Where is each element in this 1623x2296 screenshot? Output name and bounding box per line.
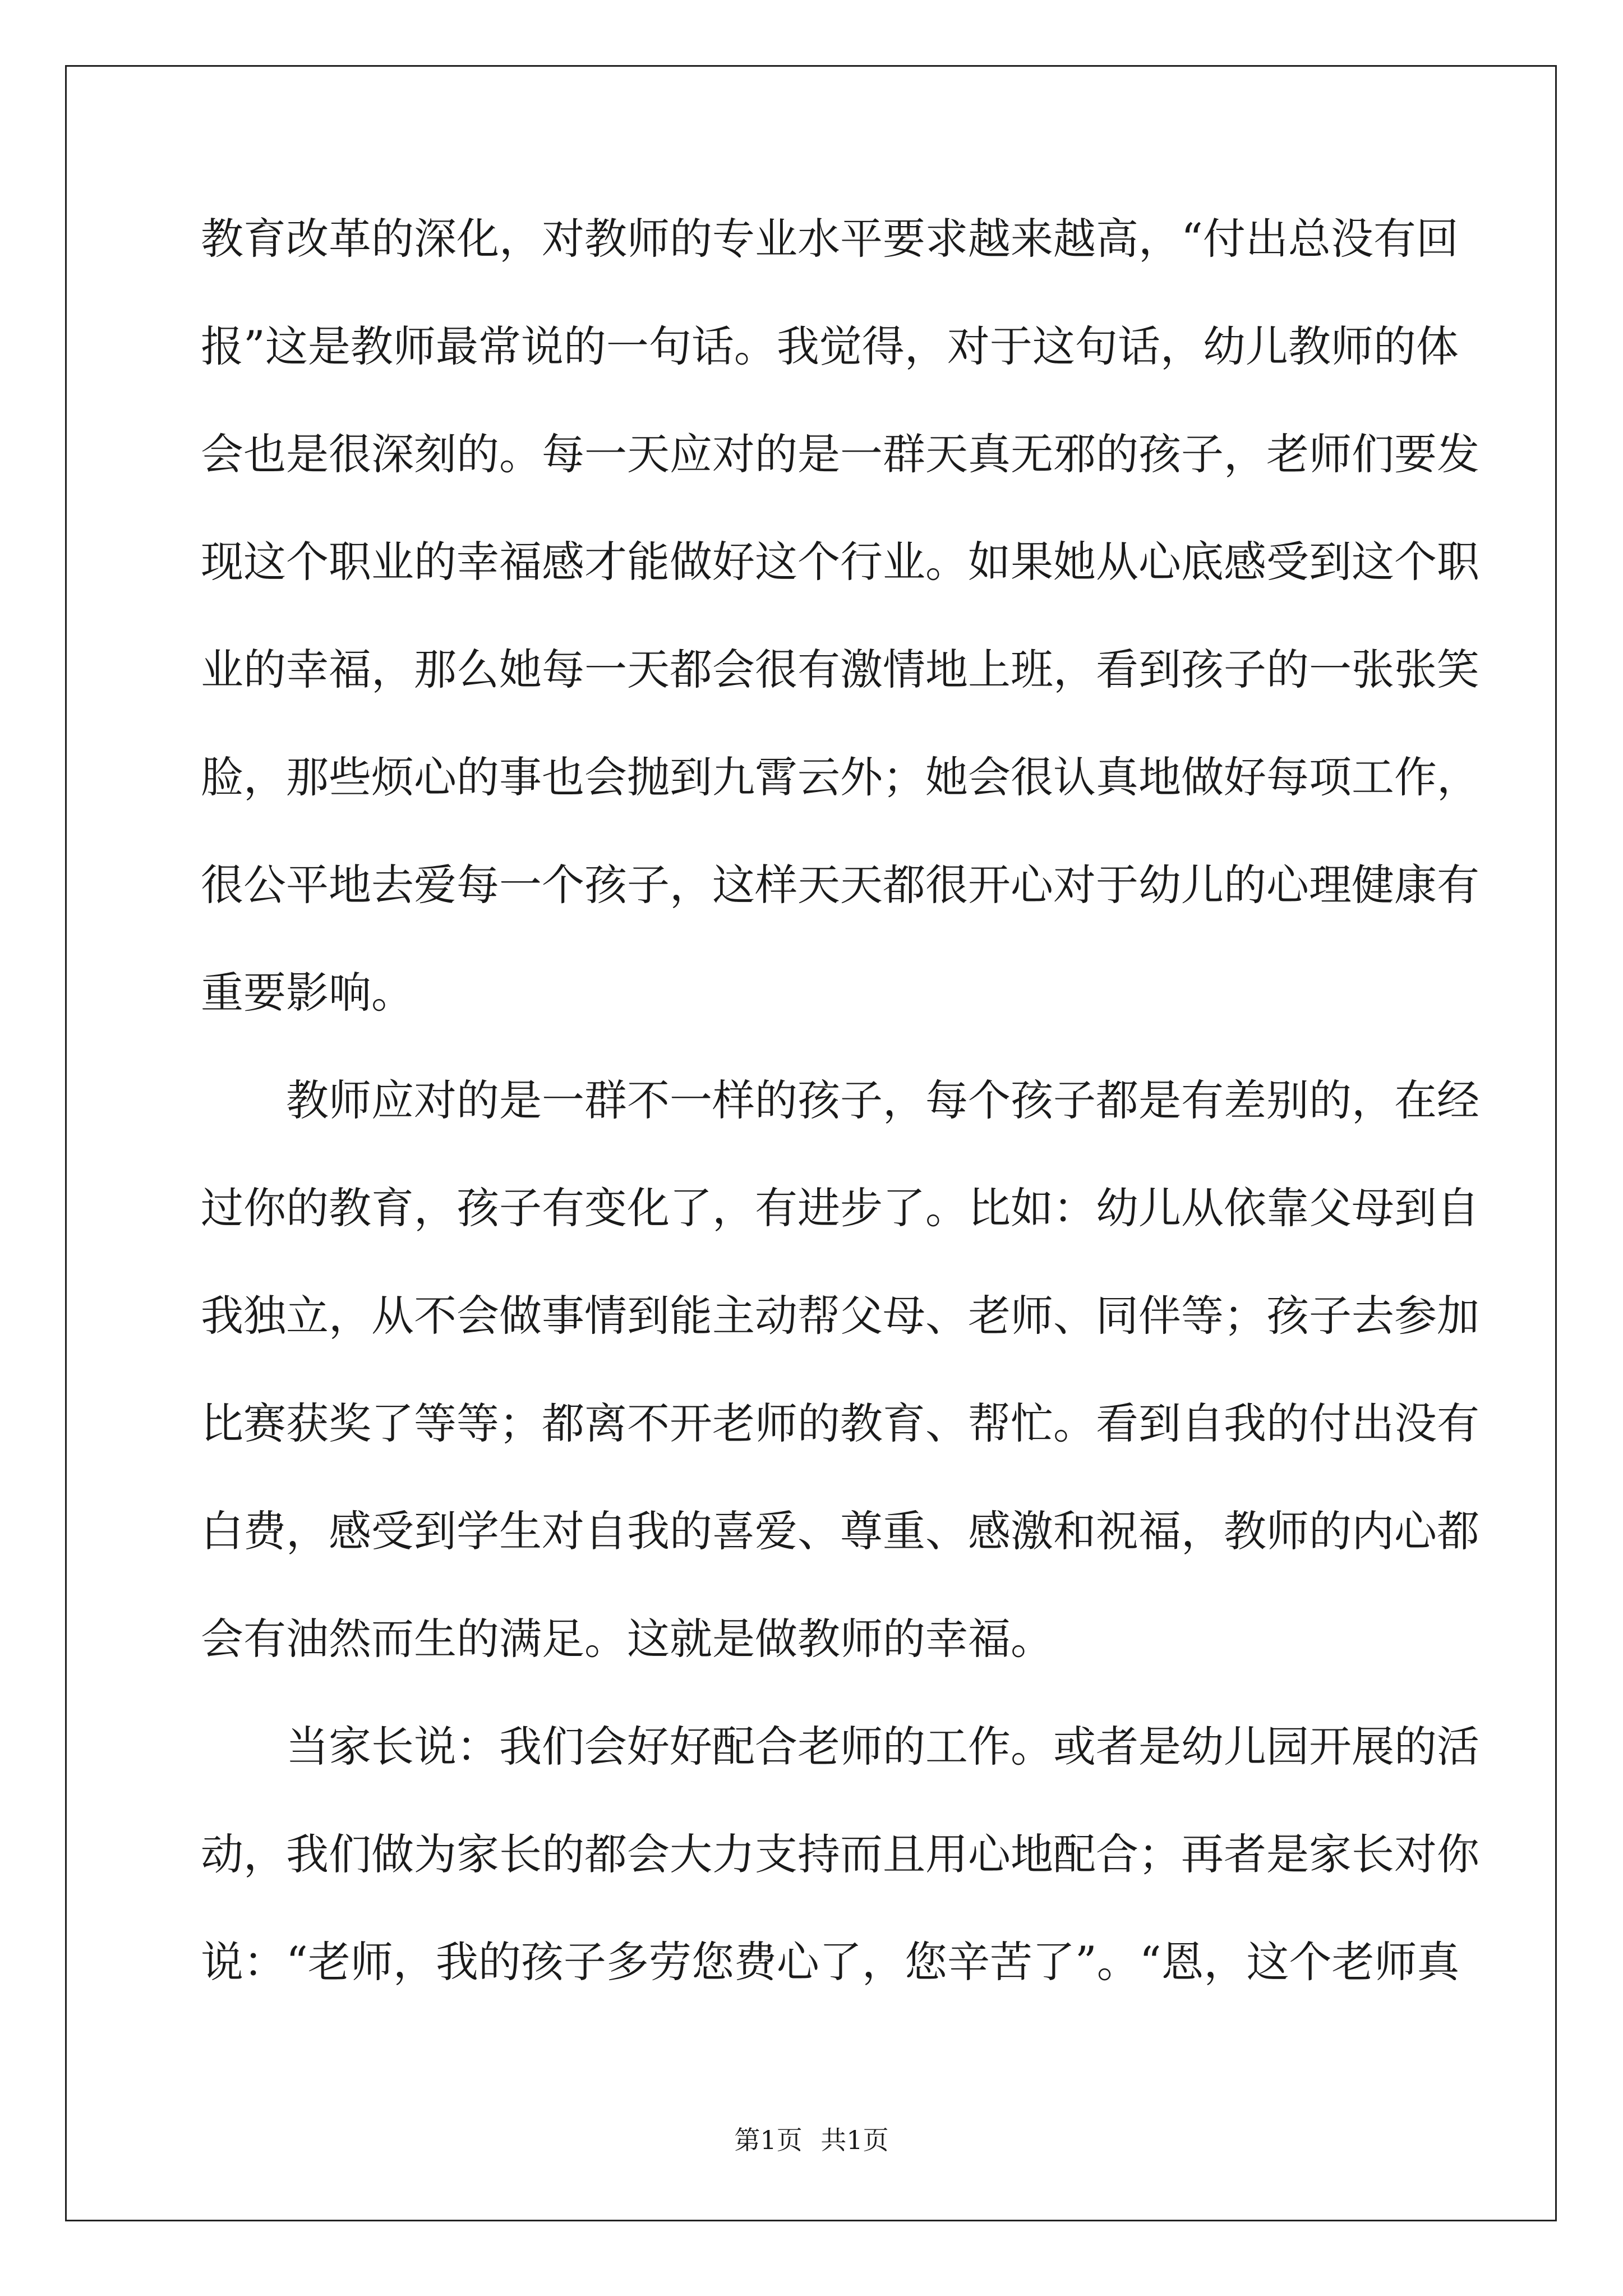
text-line: 动，我们做为家长的都会大力支持而且用心地配合；再者是家长对你 [201, 1829, 1479, 1879]
page-number-footer: 第1页 共1页 [734, 2125, 889, 2155]
text-line: 我独立，从不会做事情到能主动帮父母、老师、同伴等；孩子去参加 [201, 1291, 1479, 1341]
paragraph-1 [201, 209, 1479, 1070]
text-line: 会有油然而生的满足。这就是做教师的幸福。 [201, 1614, 1053, 1664]
text-line: 报”这是教师最常说的一句话。我觉得，对于这句话，幼儿教师的体 [201, 321, 1459, 371]
text-line: 教育改革的深化，对教师的专业水平要求越来越高，“付出总没有回 [201, 214, 1459, 264]
text-line: 会也是很深刻的。每一天应对的是一群天真无邪的孩子，老师们要发 [201, 429, 1479, 479]
text-line: 过你的教育，孩子有变化了，有进步了。比如：幼儿从依靠父母到自 [201, 1183, 1479, 1233]
text-line: 脸，那些烦心的事也会抛到九霄云外；她会很认真地做好每项工作， [201, 752, 1479, 802]
text-line: 当家长说：我们会好好配合老师的工作。或者是幼儿园开展的活 [286, 1722, 1479, 1772]
text-line: 说：“老师，我的孩子多劳您费心了，您辛苦了”。“恩，这个老师真 [201, 1937, 1460, 1987]
paragraph-3 [201, 1717, 1479, 2040]
text-line: 教师应对的是一群不一样的孩子，每个孩子都是有差别的，在经 [286, 1075, 1479, 1125]
text-line: 比赛获奖了等等；都离不开老师的教育、帮忙。看到自我的付出没有 [201, 1398, 1479, 1448]
text-line: 白费，感受到学生对自我的喜爱、尊重、感激和祝福，教师的内心都 [201, 1506, 1479, 1556]
document-body [201, 209, 1479, 2040]
text-line: 重要影响。 [201, 968, 414, 1018]
text-line: 现这个职业的幸福感才能做好这个行业。如果她从心底感受到这个职 [201, 537, 1479, 587]
text-line: 很公平地去爱每一个孩子，这样天天都很开心对于幼儿的心理健康有 [201, 860, 1479, 910]
text-line: 业的幸福，那么她每一天都会很有激情地上班，看到孩子的一张张笑 [201, 645, 1479, 694]
paragraph-2 [201, 1070, 1479, 1717]
